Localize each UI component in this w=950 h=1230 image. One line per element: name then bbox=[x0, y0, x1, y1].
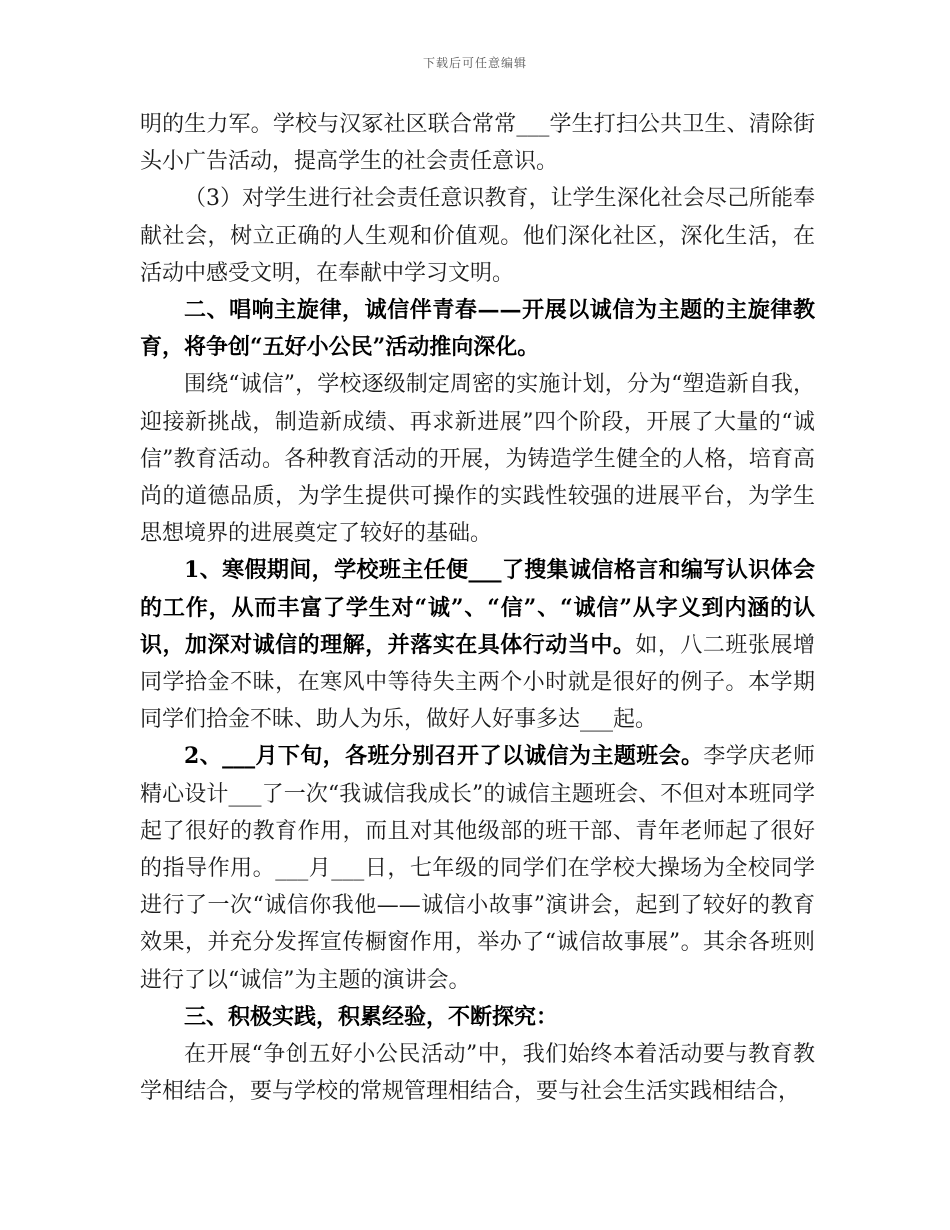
point-2-plain-text: 李学庆老师精心设计___了一次“我诚信我成长”的诚信主题班会、不但对本班同学起了很好的教育作用，而且对其他级部的班干部、青年老师起了很好的指导作用。___月___日，七年级的同学们在学校大操场为全校同学进行了一次“诚信你我他——诚信小故事”演讲会，起到了较好的教育效果，并充分发挥宣传橱窗作用，举办了“诚信故事展”。其余各班则进行了以“诚信”为主题的演讲会。 bbox=[140, 744, 815, 993]
section-heading-3: 三、积极实践，积累经验，不断探究： bbox=[184, 1003, 559, 1030]
paragraph-point-2 bbox=[140, 738, 815, 998]
document-body bbox=[140, 106, 815, 1110]
paragraph-practice: 在开展“争创五好小公民活动”中，我们始终本着活动要与教育教学相结合，要与学校的常规管理相结合，要与社会生活实践相结合， bbox=[140, 1042, 815, 1105]
page-header: 下载后可任意编辑 bbox=[422, 56, 527, 70]
paragraph-continuation: 明的生力军。学校与汉冢社区联合常常___学生打扫公共卫生、清除街头小广告活动，提高学生的社会责任意识。 bbox=[140, 112, 815, 175]
point-2-bold-text: 2、___月下旬，各班分别召开了以诚信为主题班会。 bbox=[184, 743, 704, 770]
point-1-bold-text: 1、寒假期间，学校班主任便___了搜集诚信格言和编写认识体会的工作，从而丰富了学生对“诚”、“信”、“诚信”从字义到内涵的认识，加深对诚信的理解，并落实在具体行动当中。 bbox=[140, 557, 815, 658]
paragraph-item-3: （3）对学生进行社会责任意识教育，让学生深化社会尽己所能奉献社会，树立正确的人生观和价值观。他们深化社区，深化生活，在活动中感受文明，在奉献中学习文明。 bbox=[140, 186, 815, 286]
point-1-plain-text: 如，八二班张展增同学拾金不昧，在寒风中等待失主两个小时就是很好的例子。本学期同学们拾金不昧、助人为乐，做好人好事多达___起。 bbox=[140, 632, 815, 733]
paragraph-point-1 bbox=[140, 552, 815, 738]
section-heading-2: 二、唱响主旋律，诚信伴青春——开展以诚信为主题的主旋律教育，将争创“五好小公民”活动推向深化。 bbox=[140, 297, 815, 361]
paragraph-integrity-plan: 围绕“诚信”，学校逐级制定周密的实施计划，分为“塑造新自我，迎接新挑战，制造新成绩、再求新进展”四个阶段，开展了大量的“诚信”教育活动。各种教育活动的开展，为铸造学生健全的人格，培育高尚的道德品质，为学生提供可操作的实践性较强的进展平台，为学生思想境界的进展奠定了较好的基础。 bbox=[140, 372, 815, 547]
